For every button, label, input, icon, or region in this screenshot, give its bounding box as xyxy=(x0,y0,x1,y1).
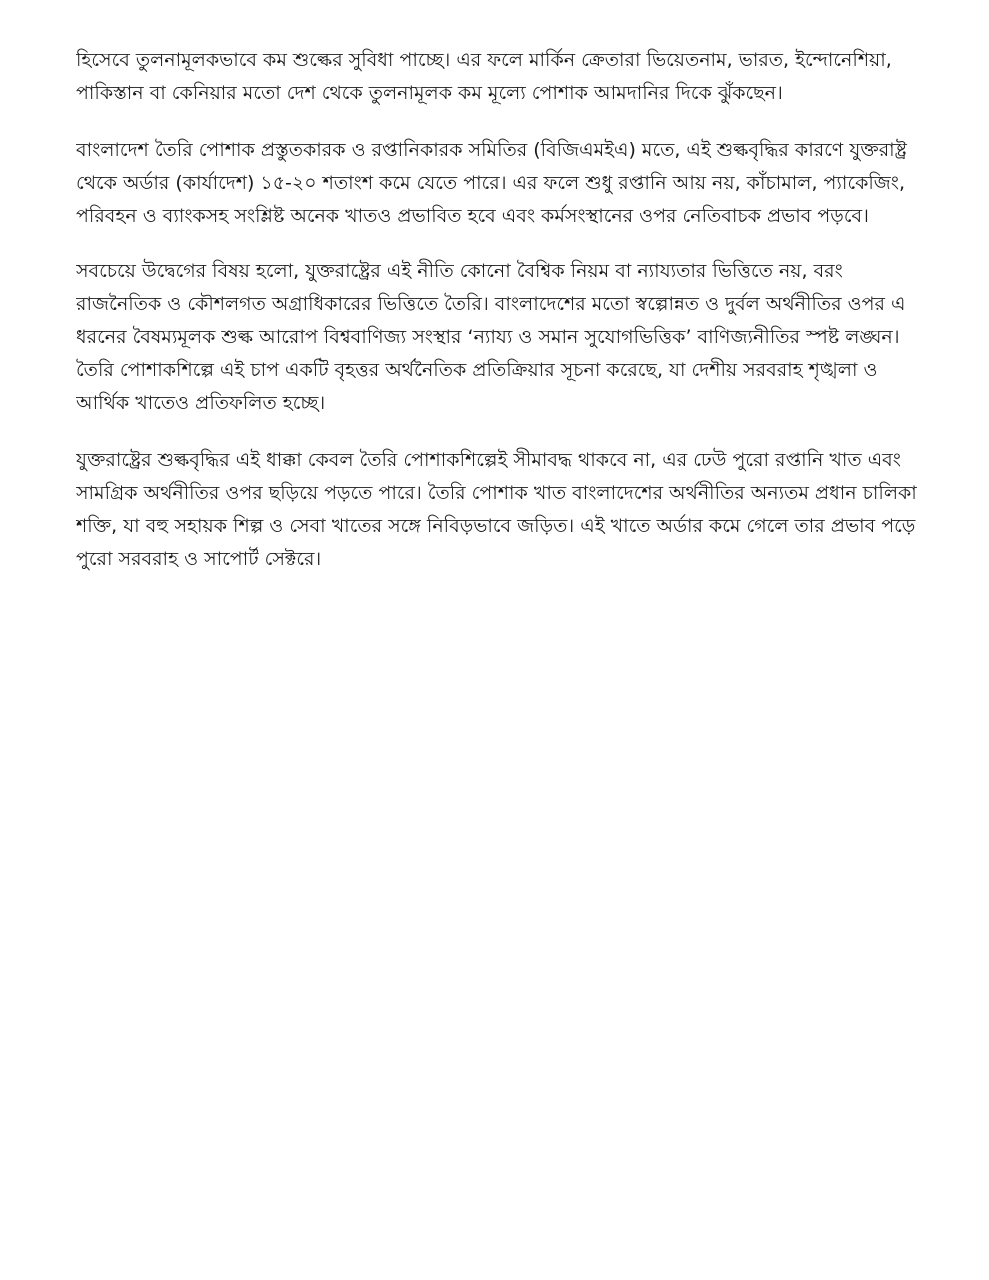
text-line: পরিবহন ও ব্যাংকসহ সংশ্লিষ্ট অনেক খাতও প্রভাবিত হবে এবং কর্মসংস্থানের ওপর নেতিবাচক প্রভাব পড়বে। xyxy=(76,205,869,227)
paragraph-policy-concern xyxy=(76,255,936,420)
text-line: যুক্তরাষ্ট্রের শুল্কবৃদ্ধির এই ধাক্কা কেবল তৈরি পোশাকশিল্পেই সীমাবদ্ধ থাকবে না, এর ঢেউ পুরো রপ্তানি খাত এবং xyxy=(76,449,901,471)
paragraph-spillover-effect xyxy=(76,444,936,576)
text-line: শক্তি, যা বহু সহায়ক শিল্প ও সেবা খাতের সঙ্গে নিবিড়ভাবে জড়িত। এই খাতে অর্ডার কমে গেলে তার প্রভাব পড়ে xyxy=(76,515,916,537)
paragraph-bgmea-estimate xyxy=(76,134,936,233)
text-line: বাংলাদেশ তৈরি পোশাক প্রস্তুতকারক ও রপ্তানিকারক সমিতির (বিজিএমইএ) মতে, এই শুল্কবৃদ্ধির কারণে যুক্তরাষ্ট্র xyxy=(76,139,907,161)
text-line: পুরো সরবরাহ ও সাপোর্ট সেক্টরে। xyxy=(76,548,322,570)
text-line: তৈরি পোশাকশিল্পে এই চাপ একটি বৃহত্তর অর্থনৈতিক প্রতিক্রিয়ার সূচনা করেছে, যা দেশীয় সরবরাহ শৃঙ্খলা ও xyxy=(76,359,878,381)
text-line: ধরনের বৈষম্যমূলক শুল্ক আরোপ বিশ্ববাণিজ্য সংস্থার ‘ন্যায্য ও সমান সুযোগভিত্তিক’ বাণিজ্যনীতির স্পষ্ট লঙ্ঘন। xyxy=(76,326,900,348)
text-line: সবচেয়ে উদ্বেগের বিষয় হলো, যুক্তরাষ্ট্রের এই নীতি কোনো বৈশ্বিক নিয়ম বা ন্যায্যতার ভিত্তিতে নয়, বরং xyxy=(76,260,843,282)
text-line: থেকে অর্ডার (কার্যাদেশ) ১৫-২০ শতাংশ কমে যেতে পারে। এর ফলে শুধু রপ্তানি আয় নয়, কাঁচামাল, প্যাকেজিং, xyxy=(76,172,906,194)
paragraph-tariff-advantage xyxy=(76,44,936,110)
text-line: পাকিস্তান বা কেনিয়ার মতো দেশ থেকে তুলনামূলক কম মূল্যে পোশাক আমদানির দিকে ঝুঁকছেন। xyxy=(76,82,783,104)
text-line: আর্থিক খাতেও প্রতিফলিত হচ্ছে। xyxy=(76,392,326,414)
text-line: রাজনৈতিক ও কৌশলগত অগ্রাধিকারের ভিত্তিতে তৈরি। বাংলাদেশের মতো স্বল্পোন্নত ও দুর্বল অর্থনীতির ওপর এ xyxy=(76,293,906,315)
text-line: হিসেবে তুলনামূলকভাবে কম শুল্কের সুবিধা পাচ্ছে। এর ফলে মার্কিন ক্রেতারা ভিয়েতনাম, ভারত, ইন্দোনেশিয়া, xyxy=(76,49,892,71)
document-page xyxy=(76,44,936,600)
text-line: সামগ্রিক অর্থনীতির ওপর ছড়িয়ে পড়তে পারে। তৈরি পোশাক খাত বাংলাদেশের অর্থনীতির অন্যতম প্রধান চালিকা xyxy=(76,482,917,504)
